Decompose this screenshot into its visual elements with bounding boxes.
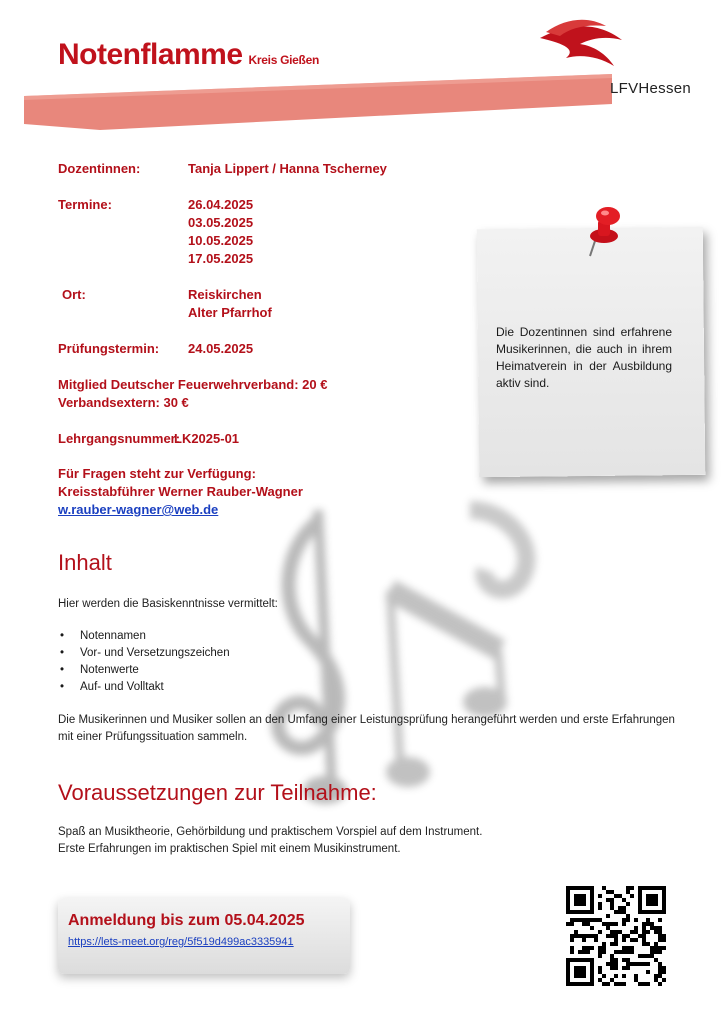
pruefung-value: 24.05.2025 (188, 341, 254, 356)
voraussetzungen-line-2: Erste Erfahrungen im praktischen Spiel mit einem Musikinstrument. (58, 843, 401, 855)
inhalt-paragraph: Die Musikerinnen und Musiker sollen an den Umfang einer Leistungsprüfung herangeführt werden und erste Erfahrungen mit einer Prüfungssituation sammeln. (58, 714, 675, 743)
termin-date: 10.05.2025 (188, 233, 254, 248)
fee-external: Verbandsextern: 30 € (58, 395, 189, 410)
qr-code-icon[interactable] (566, 886, 666, 986)
ort-label: Ort: (62, 287, 86, 302)
course-info (0, 160, 470, 520)
pushpin-icon (580, 202, 632, 262)
contact-line-1: Für Fragen steht zur Verfügung: (58, 466, 256, 481)
contact-line-2: Kreisstabführer Werner Rauber-Wagner (58, 484, 303, 499)
title-subtitle: Kreis Gießen (248, 53, 319, 67)
list-item: • Notennamen (58, 628, 230, 645)
registration-title: Anmeldung bis zum 05.04.2025 (68, 912, 305, 929)
dozenten-label: Dozentinnen: (58, 161, 141, 176)
voraussetzungen-line-1: Spaß an Musiktheorie, Gehörbildung und praktischem Vorspiel auf dem Instrument. (58, 826, 483, 838)
title-main: Notenflamme (58, 38, 243, 71)
lfv-logo-text: LFVHessen (610, 80, 692, 97)
inhalt-list (58, 628, 230, 696)
lehrgang-value: LK2025-01 (174, 431, 240, 446)
termin-date: 26.04.2025 (188, 197, 254, 212)
lehrgang-label: Lehrgangsnummer: (58, 431, 181, 446)
list-item: • Vor- und Versetzungszeichen (58, 645, 230, 662)
fee-member: Mitglied Deutscher Feuerwehrverband: 20 € (58, 377, 328, 392)
page-title (58, 38, 319, 72)
sticky-note-text: Die Dozentinnen sind erfahrene Musikerinnen, die auch in ihrem Heimatverein in der Ausbildung aktiv sind. (496, 325, 672, 390)
contact-email-link[interactable]: w.rauber-wagner@web.de (58, 502, 219, 517)
termin-date: 17.05.2025 (188, 251, 254, 266)
lfv-flame-logo (536, 14, 626, 84)
music-notes-decoration (240, 490, 570, 810)
ort-line: Reiskirchen (188, 287, 262, 302)
voraussetzungen-heading: Voraussetzungen zur Teilnahme: (58, 780, 377, 805)
termine-label: Termine: (58, 197, 112, 212)
list-item: • Auf- und Volltakt (58, 679, 230, 696)
ort-line: Alter Pfarrhof (188, 305, 272, 320)
inhalt-intro: Hier werden die Basiskenntnisse vermittelt: (58, 598, 278, 610)
dozenten-value: Tanja Lippert / Hanna Tscherney (188, 161, 387, 176)
inhalt-heading: Inhalt (58, 550, 112, 575)
list-item: • Notenwerte (58, 662, 230, 679)
termin-date: 03.05.2025 (188, 215, 254, 230)
pruefung-label: Prüfungstermin: (58, 341, 160, 356)
registration-link[interactable]: https://lets-meet.org/reg/5f519d499ac3335941 (68, 936, 294, 948)
